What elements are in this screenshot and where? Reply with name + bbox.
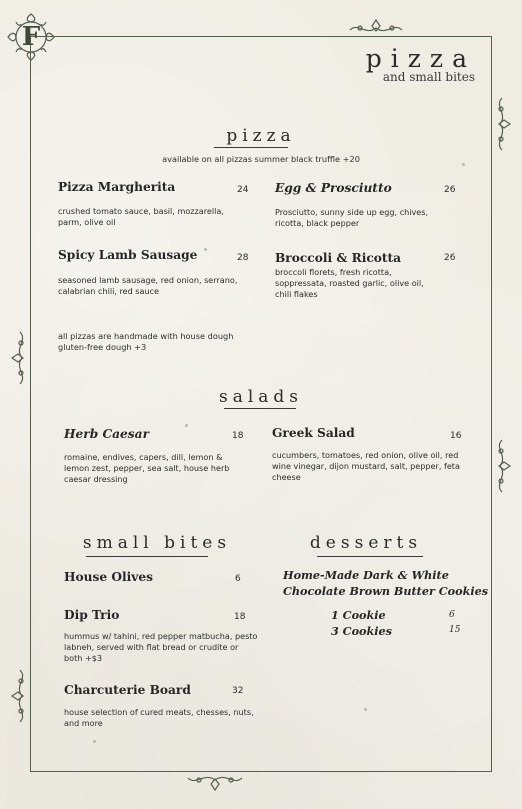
menu-item-description: seasoned lamb sausage, red onion, serrano, calabrian chili, red sauce bbox=[58, 275, 238, 297]
section-title-desserts: desserts bbox=[309, 533, 423, 553]
menu-item-price: 26 bbox=[444, 253, 456, 263]
dessert-heading: Home-Made Dark & White bbox=[283, 568, 449, 582]
section-title-small-bites: small bites bbox=[82, 533, 232, 553]
menu-item-name: Dip Trio bbox=[64, 608, 120, 622]
menu-item-price: 16 bbox=[450, 431, 462, 441]
bottom-flourish-icon bbox=[186, 770, 244, 792]
left-middle-flourish-icon bbox=[10, 330, 32, 386]
menu-item-description: crushed tomato sauce, basil, mozzarella, parm, olive oil bbox=[58, 206, 224, 228]
menu-item-price: 28 bbox=[237, 253, 249, 263]
section-underline bbox=[317, 556, 423, 557]
paper-speck bbox=[93, 740, 96, 743]
paper-speck bbox=[204, 248, 207, 251]
handmade-dough-note: all pizzas are handmade with house dough bbox=[58, 331, 234, 341]
menu-item-description: hummus w/ tahini, red pepper matbucha, pesto labneh, served with flat bread or crudite or both +$3 bbox=[64, 631, 258, 664]
menu-item-description: Prosciutto, sunny side up egg, chives, ricotta, black pepper bbox=[275, 207, 429, 229]
section-underline bbox=[224, 408, 296, 409]
dessert-heading: Chocolate Brown Butter Cookies bbox=[283, 584, 489, 598]
page-title: pizza bbox=[365, 44, 476, 73]
menu-item-name: Broccoli & Ricotta bbox=[275, 251, 402, 265]
section-underline bbox=[86, 556, 208, 557]
right-middle-flourish-icon bbox=[490, 438, 512, 494]
brand-monogram-logo bbox=[4, 10, 58, 64]
section-underline bbox=[214, 147, 288, 148]
section-title-salads: salads bbox=[218, 387, 304, 407]
menu-item-price: 24 bbox=[237, 185, 249, 195]
menu-item-description: cucumbers, tomatoes, red onion, olive oil, red wine vinegar, dijon mustard, salt, pepper, feta cheese bbox=[272, 450, 460, 483]
menu-item-price: 18 bbox=[232, 431, 244, 441]
menu-item-name: Spicy Lamb Sausage bbox=[58, 248, 198, 262]
menu-item-name: Herb Caesar bbox=[64, 427, 149, 441]
menu-item-price: 32 bbox=[232, 686, 244, 696]
menu-item-name: Charcuterie Board bbox=[64, 683, 191, 697]
top-right-flourish-icon bbox=[348, 18, 404, 38]
menu-item-description: broccoli florets, fresh ricotta, soppressata, roasted garlic, olive oil, chili flakes bbox=[275, 267, 424, 300]
dessert-option-price: 6 bbox=[449, 610, 455, 620]
dessert-option-label: 3 Cookies bbox=[331, 624, 392, 638]
page-subtitle: and small bites bbox=[382, 70, 475, 84]
menu-item-name: Greek Salad bbox=[272, 426, 355, 440]
menu-item-name: Egg & Prosciutto bbox=[275, 181, 392, 195]
paper-speck bbox=[364, 708, 367, 711]
monogram-letter: F bbox=[21, 22, 41, 52]
menu-item-price: 18 bbox=[234, 612, 246, 622]
menu-item-price: 26 bbox=[444, 185, 456, 195]
dessert-option-price: 15 bbox=[449, 625, 461, 635]
gluten-free-note: gluten-free dough +3 bbox=[58, 342, 147, 352]
truffle-note: available on all pizzas summer black truffle +20 bbox=[162, 154, 360, 164]
left-bottom-flourish-icon bbox=[10, 668, 32, 724]
right-top-flourish-icon bbox=[490, 96, 512, 152]
menu-item-name: Pizza Margherita bbox=[58, 180, 176, 194]
section-title-pizza: pizza bbox=[226, 126, 296, 146]
menu-item-name: House Olives bbox=[64, 570, 153, 584]
paper-speck bbox=[185, 424, 188, 427]
menu-item-description: house selection of cured meats, chesses, nuts, and more bbox=[64, 707, 254, 729]
menu-item-description: romaine, endives, capers, dill, lemon & lemon zest, pepper, sea salt, house herb caesar dressing bbox=[64, 452, 230, 485]
dessert-option-label: 1 Cookie bbox=[331, 608, 386, 622]
menu-item-price: 6 bbox=[235, 574, 241, 584]
